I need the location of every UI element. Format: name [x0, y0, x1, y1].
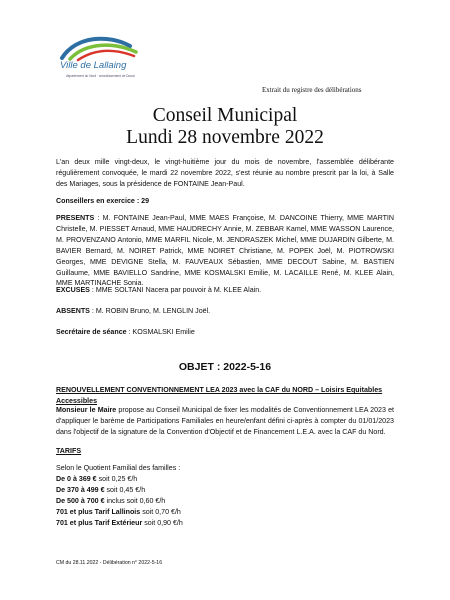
tarif-range: De 370 à 499 € [56, 485, 105, 494]
secretaire-paragraph [56, 327, 394, 338]
absents-paragraph [56, 306, 394, 317]
presents-list: : M. FONTAINE Jean-Paul, MME MAES Françoise, M. DANCOINE Thierry, MME MARTIN Christelle, M. PIESSET Arnaud, MME HAUDRECHY Annie, M. ZEBBAR Kamel, MME WASSON Laurence, M. PROVENZANO Antonio, MME MARFIL Nicole, M. JENDRASZEK Michel, MME DUJARDIN Gilberte, M. BAVIER Bernard, M. NOIRET Patrick, MME NOIRET Christiane, M. POPEK Joël, M. PIOTROWSKI Georges, MME DEVIGNE Stella, M. FAUVEAUX Sébastien, MME DECOUT Sabine, M. BASTIEN Guillaume, MME BAVIELLO Sandrine, MME KOSMALSKI Emilie, M. LACAILLE René, M. KLEE Alain, MME MARTINACHE Sonia. [56, 214, 394, 288]
excuses-label: EXCUSES [56, 286, 90, 294]
presents-paragraph [56, 213, 394, 289]
extrait-registre: Extrait du registre des délibérations [262, 86, 362, 94]
tarifs-heading: TARIFS [56, 447, 82, 455]
tarif-row [56, 474, 394, 485]
absents-text: : M. ROBIN Bruno, M. LENGLIN Joël. [89, 307, 211, 315]
proposition-subject: Monsieur le Maire [56, 406, 117, 414]
tarif-range: 701 et plus Tarif Lallinois [56, 507, 141, 516]
tarif-range: De 500 à 700 € [56, 496, 105, 505]
tarif-price: inclus soit 0,60 €/h [104, 496, 166, 505]
tarif-row [56, 496, 394, 507]
subject-line: RENOUVELLEMENT CONVENTIONNEMENT LEA 2023 avec la CAF du NORD – Loisirs Equitables Accessibles [56, 386, 383, 405]
proposition-paragraph [56, 405, 394, 438]
intro-paragraph: L'an deux mille vingt-deux, le vingt-huitième jour du mois de novembre, l'assemblée délibérante régulièrement convoquée, le mardi 22 novembre 2022, s'est réunie au nombre prescrit par la loi, à Salle des Mariages, sous la présidence de FONTAINE Jean-Paul. [56, 158, 394, 188]
excuses-paragraph [56, 285, 394, 296]
tarif-range: De 0 à 369 € [56, 474, 97, 483]
tarif-row [56, 485, 394, 496]
tarifs-intro: Selon le Quotient Familial des familles : [56, 464, 181, 472]
proposition-text: propose au Conseil Municipal de fixer les modalités de Conventionnement LEA 2023 et d'appliquer le barème de Participations Familiales en heure/enfant défini ci-après à compter du 01/01/2023 dans l'objectif de la signature de la Convention d'Objectif et de Financement L.E.A. avec la CAF du Nord. [56, 406, 394, 436]
presents-label: PRESENTS [56, 214, 95, 222]
page-footer: CM du 28.11.2022 - Délibération n° 2022-5-16 [56, 560, 163, 566]
absents-label: ABSENTS [56, 307, 90, 315]
tarif-row [56, 507, 394, 518]
tarif-row [56, 518, 394, 529]
logo-subtitle: département du Nord · arrondissement de Douai [66, 74, 135, 78]
secretaire-text: : KOSMALSKI Emilie [126, 328, 195, 336]
tarif-price: soit 0,45 €/h [104, 485, 146, 494]
page-date: Lundi 28 novembre 2022 [126, 127, 324, 148]
tarif-price: soit 0,70 €/h [140, 507, 181, 516]
city-logo [56, 32, 146, 94]
secretaire-label: Secrétaire de séance [56, 328, 127, 336]
tarif-range: 701 et plus Tarif Extérieur [56, 518, 143, 527]
tarif-price: soit 0,25 €/h [96, 474, 138, 483]
tarifs-list [56, 463, 394, 528]
excuses-text: : MME SOLTANI Nacera par pouvoir à M. KLEE Alain. [89, 286, 262, 294]
objet-heading: OBJET : 2022-5-16 [178, 361, 272, 373]
conseillers-count: Conseillers en exercice : 29 [56, 197, 150, 205]
tarif-price: soit 0,90 €/h [142, 518, 183, 527]
page-title: Conseil Municipal [152, 105, 298, 126]
logo-name: Ville de Lallaing [60, 60, 127, 71]
logo-swoosh-icon [56, 32, 146, 62]
